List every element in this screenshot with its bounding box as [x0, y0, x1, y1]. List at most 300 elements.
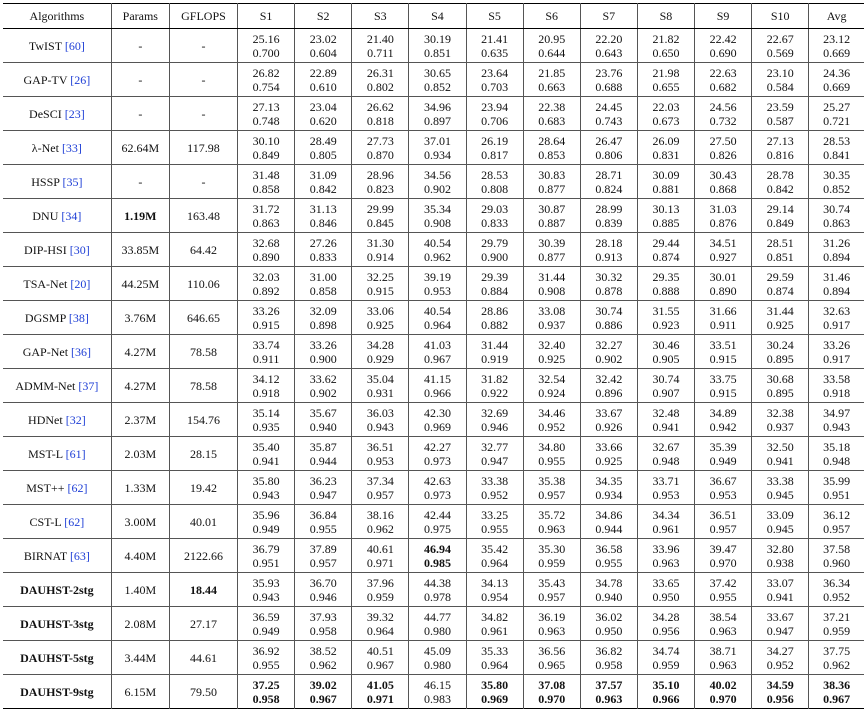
- ssim-value: 0.881: [652, 181, 680, 196]
- score-cell: [409, 505, 466, 539]
- citation-link[interactable]: [23]: [64, 106, 85, 121]
- psnr-value: 33.67: [766, 609, 794, 624]
- table-body: [3, 29, 864, 709]
- psnr-value: 33.38: [766, 473, 794, 488]
- score-cell: [409, 165, 466, 199]
- score-cell: [238, 97, 295, 131]
- ssim-value: 0.802: [366, 79, 394, 94]
- ssim-value: 0.960: [823, 555, 851, 570]
- psnr-value: 35.10: [652, 677, 680, 692]
- citation-link[interactable]: [38]: [68, 310, 89, 325]
- score-cell: [809, 97, 864, 131]
- ssim-value: 0.888: [652, 283, 680, 298]
- score-cell: [580, 675, 637, 709]
- score-cell: [752, 437, 809, 471]
- table-row: [3, 675, 864, 709]
- ssim-value: 0.917: [823, 317, 851, 332]
- citation-link[interactable]: [20]: [70, 276, 91, 291]
- ssim-value: 0.877: [538, 181, 566, 196]
- gflops-cell: 163.48: [169, 199, 237, 233]
- psnr-value: 32.25: [366, 269, 394, 284]
- score-cell: [695, 539, 752, 573]
- score-cell: [695, 165, 752, 199]
- psnr-value: 28.53: [481, 167, 509, 182]
- score-cell: [809, 471, 864, 505]
- score-cell: [409, 29, 466, 63]
- ssim-value: 0.931: [366, 385, 394, 400]
- psnr-value: 26.19: [481, 133, 509, 148]
- score-cell: [695, 369, 752, 403]
- ssim-value: 0.824: [595, 181, 623, 196]
- ssim-value: 0.970: [538, 691, 566, 706]
- psnr-value: 32.69: [481, 405, 509, 420]
- score-cell: [637, 641, 694, 675]
- ssim-value: 0.669: [823, 45, 851, 60]
- psnr-value: 24.56: [709, 99, 737, 114]
- score-cell: [352, 607, 409, 641]
- ssim-value: 0.969: [481, 691, 509, 706]
- psnr-value: 28.53: [823, 133, 851, 148]
- score-cell: [352, 437, 409, 471]
- score-cell: [466, 573, 523, 607]
- ssim-value: 0.925: [595, 453, 623, 468]
- psnr-value: 23.02: [309, 31, 337, 46]
- ssim-value: 0.951: [252, 555, 280, 570]
- psnr-value: 32.54: [538, 371, 566, 386]
- score-cell: [295, 641, 352, 675]
- citation-link[interactable]: [62]: [64, 514, 85, 529]
- score-cell: [752, 607, 809, 641]
- psnr-value: 23.94: [481, 99, 509, 114]
- score-cell: [352, 675, 409, 709]
- ssim-value: 0.950: [595, 623, 623, 638]
- score-cell: [466, 607, 523, 641]
- algorithm-cell: [3, 641, 111, 675]
- citation-link[interactable]: [61]: [65, 446, 86, 461]
- score-cell: [352, 267, 409, 301]
- psnr-value: 30.74: [823, 201, 851, 216]
- score-cell: [637, 29, 694, 63]
- algorithm-cell: [3, 165, 111, 199]
- ssim-value: 0.898: [309, 317, 337, 332]
- score-cell: [352, 471, 409, 505]
- header-algorithms: Algorithms: [3, 4, 111, 29]
- score-cell: [809, 199, 864, 233]
- algorithm-name: DAUHST-2stg: [20, 582, 94, 597]
- ssim-value: 0.957: [309, 555, 337, 570]
- algorithm-cell: [3, 369, 111, 403]
- gflops-cell: 154.76: [169, 403, 237, 437]
- score-cell: [523, 471, 580, 505]
- ssim-value: 0.941: [652, 419, 680, 434]
- score-cell: [580, 607, 637, 641]
- ssim-value: 0.673: [652, 113, 680, 128]
- score-cell: [352, 63, 409, 97]
- score-cell: [352, 335, 409, 369]
- psnr-value: 27.73: [366, 133, 394, 148]
- psnr-value: 33.65: [652, 575, 680, 590]
- ssim-value: 0.973: [423, 453, 451, 468]
- psnr-value: 32.77: [481, 439, 509, 454]
- score-cell: [523, 369, 580, 403]
- gflops-cell: -: [169, 63, 237, 97]
- ssim-value: 0.569: [766, 45, 794, 60]
- score-cell: [409, 369, 466, 403]
- score-cell: [752, 573, 809, 607]
- psnr-value: 34.56: [423, 167, 451, 182]
- score-cell: [580, 131, 637, 165]
- psnr-value: 36.51: [709, 507, 737, 522]
- psnr-value: 24.45: [595, 99, 623, 114]
- header-s2: S2: [295, 4, 352, 29]
- score-cell: [637, 675, 694, 709]
- psnr-value: 30.83: [538, 167, 566, 182]
- psnr-value: 33.71: [652, 473, 680, 488]
- score-cell: [580, 97, 637, 131]
- results-table: [3, 3, 864, 709]
- ssim-value: 0.959: [823, 623, 851, 638]
- score-cell: [238, 505, 295, 539]
- score-cell: [695, 301, 752, 335]
- score-cell: [752, 539, 809, 573]
- psnr-value: 31.66: [709, 303, 737, 318]
- psnr-value: 35.30: [538, 541, 566, 556]
- psnr-value: 36.19: [538, 609, 566, 624]
- citation-link[interactable]: [60]: [64, 38, 85, 53]
- gflops-cell: 78.58: [169, 335, 237, 369]
- citation-link[interactable]: [63]: [69, 548, 90, 563]
- score-cell: [752, 233, 809, 267]
- ssim-value: 0.948: [823, 453, 851, 468]
- score-cell: [580, 29, 637, 63]
- ssim-value: 0.964: [423, 317, 451, 332]
- psnr-value: 35.33: [481, 643, 509, 658]
- ssim-value: 0.858: [252, 181, 280, 196]
- ssim-value: 0.754: [252, 79, 280, 94]
- psnr-value: 37.08: [538, 677, 566, 692]
- algorithm-cell: [3, 29, 111, 63]
- score-cell: [295, 233, 352, 267]
- psnr-value: 30.65: [423, 65, 451, 80]
- score-cell: [238, 165, 295, 199]
- score-cell: [809, 335, 864, 369]
- score-cell: [809, 131, 864, 165]
- citation-link[interactable]: [37]: [78, 378, 99, 393]
- score-cell: [637, 165, 694, 199]
- score-cell: [695, 199, 752, 233]
- ssim-value: 0.940: [309, 419, 337, 434]
- score-cell: [238, 199, 295, 233]
- score-cell: [466, 63, 523, 97]
- score-cell: [466, 539, 523, 573]
- ssim-value: 0.962: [423, 249, 451, 264]
- citation-link[interactable]: [33]: [61, 140, 82, 155]
- table-row: [3, 97, 864, 131]
- ssim-value: 0.942: [709, 419, 737, 434]
- psnr-value: 35.67: [309, 405, 337, 420]
- ssim-value: 0.967: [366, 657, 394, 672]
- ssim-value: 0.964: [481, 657, 509, 672]
- psnr-value: 33.26: [823, 337, 851, 352]
- citation-link[interactable]: [35]: [62, 174, 83, 189]
- psnr-value: 26.62: [366, 99, 394, 114]
- ssim-value: 0.688: [595, 79, 623, 94]
- score-cell: [238, 471, 295, 505]
- ssim-value: 0.941: [252, 453, 280, 468]
- ssim-value: 0.895: [766, 351, 794, 366]
- psnr-value: 27.50: [709, 133, 737, 148]
- score-cell: [580, 641, 637, 675]
- score-cell: [695, 641, 752, 675]
- ssim-value: 0.964: [481, 555, 509, 570]
- score-cell: [523, 505, 580, 539]
- score-cell: [809, 641, 864, 675]
- ssim-value: 0.682: [709, 79, 737, 94]
- ssim-value: 0.886: [595, 317, 623, 332]
- score-cell: [295, 63, 352, 97]
- score-cell: [637, 539, 694, 573]
- psnr-value: 34.46: [538, 405, 566, 420]
- params-cell: 3.44M: [111, 641, 169, 675]
- score-cell: [637, 97, 694, 131]
- psnr-value: 37.96: [366, 575, 394, 590]
- gflops-cell: 18.44: [169, 573, 237, 607]
- score-cell: [752, 301, 809, 335]
- algorithm-name: DIP-HSI: [24, 242, 67, 257]
- psnr-value: 29.35: [652, 269, 680, 284]
- score-cell: [409, 675, 466, 709]
- ssim-value: 0.951: [823, 487, 851, 502]
- ssim-value: 0.941: [766, 453, 794, 468]
- ssim-value: 0.584: [766, 79, 794, 94]
- psnr-value: 20.95: [538, 31, 566, 46]
- ssim-value: 0.905: [652, 351, 680, 366]
- psnr-value: 39.32: [366, 609, 394, 624]
- gflops-cell: 40.01: [169, 505, 237, 539]
- psnr-value: 31.26: [823, 235, 851, 250]
- ssim-value: 0.956: [766, 691, 794, 706]
- score-cell: [238, 403, 295, 437]
- psnr-value: 31.55: [652, 303, 680, 318]
- score-cell: [238, 437, 295, 471]
- score-cell: [580, 63, 637, 97]
- table-row: [3, 29, 864, 63]
- params-cell: 4.27M: [111, 369, 169, 403]
- score-cell: [809, 63, 864, 97]
- ssim-value: 0.957: [538, 589, 566, 604]
- psnr-value: 40.61: [366, 541, 394, 556]
- algorithm-cell: [3, 539, 111, 573]
- score-cell: [695, 505, 752, 539]
- psnr-value: 31.30: [366, 235, 394, 250]
- score-cell: [637, 369, 694, 403]
- score-cell: [466, 335, 523, 369]
- score-cell: [809, 267, 864, 301]
- score-cell: [295, 267, 352, 301]
- ssim-value: 0.911: [709, 317, 737, 332]
- score-cell: [295, 131, 352, 165]
- score-cell: [809, 675, 864, 709]
- psnr-value: 35.34: [423, 201, 451, 216]
- score-cell: [523, 437, 580, 471]
- ssim-value: 0.669: [823, 79, 851, 94]
- ssim-value: 0.944: [595, 521, 623, 536]
- ssim-value: 0.943: [366, 419, 394, 434]
- ssim-value: 0.851: [423, 45, 451, 60]
- psnr-value: 36.51: [366, 439, 394, 454]
- algorithm-name: HSSP: [31, 174, 60, 189]
- ssim-value: 0.966: [652, 691, 680, 706]
- table-row: [3, 233, 864, 267]
- ssim-value: 0.945: [766, 487, 794, 502]
- psnr-value: 34.82: [481, 609, 509, 624]
- psnr-value: 29.59: [766, 269, 794, 284]
- algorithm-cell: [3, 403, 111, 437]
- ssim-value: 0.823: [366, 181, 394, 196]
- ssim-value: 0.937: [538, 317, 566, 332]
- score-cell: [637, 437, 694, 471]
- citation-link[interactable]: [34]: [61, 208, 82, 223]
- ssim-value: 0.721: [823, 113, 851, 128]
- ssim-value: 0.816: [766, 147, 794, 162]
- ssim-value: 0.953: [423, 283, 451, 298]
- ssim-value: 0.955: [252, 657, 280, 672]
- score-cell: [637, 233, 694, 267]
- header-s3: S3: [352, 4, 409, 29]
- ssim-value: 0.958: [595, 657, 623, 672]
- psnr-value: 32.50: [766, 439, 794, 454]
- citation-link[interactable]: [26]: [70, 72, 91, 87]
- ssim-value: 0.937: [766, 419, 794, 434]
- header-s5: S5: [466, 4, 523, 29]
- ssim-value: 0.965: [538, 657, 566, 672]
- psnr-value: 30.35: [823, 167, 851, 182]
- ssim-value: 0.833: [481, 215, 509, 230]
- params-cell: 4.40M: [111, 539, 169, 573]
- score-cell: [695, 63, 752, 97]
- citation-link[interactable]: [62]: [67, 480, 88, 495]
- psnr-value: 30.46: [652, 337, 680, 352]
- ssim-value: 0.962: [823, 657, 851, 672]
- psnr-value: 22.63: [709, 65, 737, 80]
- gflops-cell: 28.15: [169, 437, 237, 471]
- ssim-value: 0.683: [538, 113, 566, 128]
- score-cell: [580, 505, 637, 539]
- score-cell: [752, 641, 809, 675]
- score-cell: [523, 165, 580, 199]
- score-cell: [352, 97, 409, 131]
- psnr-value: 36.82: [595, 643, 623, 658]
- psnr-value: 26.09: [652, 133, 680, 148]
- ssim-value: 0.963: [595, 691, 623, 706]
- ssim-value: 0.952: [481, 487, 509, 502]
- score-cell: [466, 505, 523, 539]
- score-cell: [580, 267, 637, 301]
- psnr-value: 37.57: [595, 677, 623, 692]
- score-cell: [809, 505, 864, 539]
- ssim-value: 0.935: [252, 419, 280, 434]
- ssim-value: 0.961: [652, 521, 680, 536]
- score-cell: [352, 233, 409, 267]
- psnr-value: 34.35: [595, 473, 623, 488]
- ssim-value: 0.927: [709, 249, 737, 264]
- gflops-cell: 27.17: [169, 607, 237, 641]
- psnr-value: 27.26: [309, 235, 337, 250]
- score-cell: [752, 675, 809, 709]
- psnr-value: 35.39: [709, 439, 737, 454]
- score-cell: [352, 199, 409, 233]
- ssim-value: 0.853: [538, 147, 566, 162]
- psnr-value: 33.51: [709, 337, 737, 352]
- citation-link[interactable]: [30]: [69, 242, 90, 257]
- ssim-value: 0.902: [423, 181, 451, 196]
- ssim-value: 0.966: [423, 385, 451, 400]
- score-cell: [295, 369, 352, 403]
- psnr-value: 34.13: [481, 575, 509, 590]
- ssim-value: 0.841: [823, 147, 851, 162]
- psnr-value: 21.41: [481, 31, 509, 46]
- params-cell: 2.37M: [111, 403, 169, 437]
- algorithm-name: ADMM-Net: [15, 378, 76, 393]
- psnr-value: 40.54: [423, 303, 451, 318]
- ssim-value: 0.973: [423, 487, 451, 502]
- score-cell: [809, 437, 864, 471]
- ssim-value: 0.842: [309, 181, 337, 196]
- psnr-value: 23.10: [766, 65, 794, 80]
- score-cell: [523, 97, 580, 131]
- params-cell: 6.15M: [111, 675, 169, 709]
- ssim-value: 0.818: [366, 113, 394, 128]
- ssim-value: 0.963: [709, 623, 737, 638]
- ssim-value: 0.955: [309, 521, 337, 536]
- score-cell: [238, 641, 295, 675]
- score-cell: [523, 199, 580, 233]
- psnr-value: 36.03: [366, 405, 394, 420]
- score-cell: [352, 165, 409, 199]
- psnr-value: 35.38: [538, 473, 566, 488]
- psnr-value: 38.71: [709, 643, 737, 658]
- psnr-value: 40.51: [366, 643, 394, 658]
- algorithm-name: DeSCI: [29, 106, 62, 121]
- score-cell: [238, 131, 295, 165]
- psnr-value: 38.16: [366, 507, 394, 522]
- psnr-value: 35.87: [309, 439, 337, 454]
- score-cell: [352, 29, 409, 63]
- ssim-value: 0.946: [309, 589, 337, 604]
- ssim-value: 0.849: [252, 147, 280, 162]
- ssim-value: 0.955: [595, 555, 623, 570]
- ssim-value: 0.894: [823, 283, 851, 298]
- header-s8: S8: [637, 4, 694, 29]
- ssim-value: 0.955: [538, 453, 566, 468]
- ssim-value: 0.926: [595, 419, 623, 434]
- ssim-value: 0.894: [823, 249, 851, 264]
- score-cell: [466, 437, 523, 471]
- citation-link[interactable]: [32]: [65, 412, 86, 427]
- ssim-value: 0.703: [481, 79, 509, 94]
- score-cell: [352, 641, 409, 675]
- score-cell: [695, 131, 752, 165]
- citation-link[interactable]: [36]: [71, 344, 92, 359]
- score-cell: [352, 539, 409, 573]
- ssim-value: 0.874: [766, 283, 794, 298]
- ssim-value: 0.915: [709, 351, 737, 366]
- params-cell: -: [111, 63, 169, 97]
- psnr-value: 32.42: [595, 371, 623, 386]
- score-cell: [295, 97, 352, 131]
- score-cell: [695, 675, 752, 709]
- ssim-value: 0.925: [766, 317, 794, 332]
